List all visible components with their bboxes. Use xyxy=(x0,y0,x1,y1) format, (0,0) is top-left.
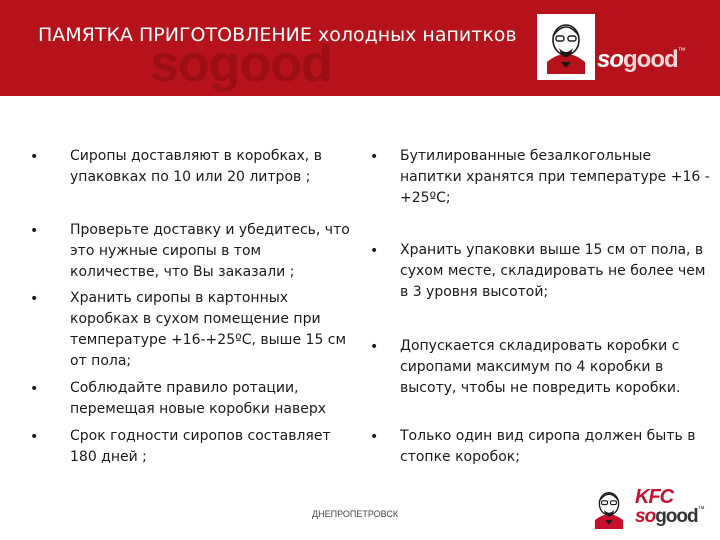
list-item-text: Соблюдайте правило ротации, перемещая новые коробки наверх xyxy=(70,380,327,417)
bullet-icon: • xyxy=(30,149,39,165)
bullet-icon: • xyxy=(30,381,39,397)
list-item-text: Допускается складировать коробки с сиропами максимум по 4 коробки в высоту, чтобы не повредить коробки. xyxy=(400,338,681,396)
page-title: ПАМЯТКА ПРИГОТОВЛЕНИЕ холодных напитков xyxy=(38,24,517,46)
sogood-wordmark: sogood™ xyxy=(635,506,704,527)
sogood-watermark: sogood xyxy=(150,35,332,93)
list-item-text: Хранить сиропы в картонных коробках в сухом помещение при температуре +16-+25ºС, выше 15 см от пола; xyxy=(70,290,347,369)
bullet-icon: • xyxy=(370,149,379,165)
list-item-text: Проверьте доставку и убедитесь, что это нужные сиропы в том количестве, что Вы заказали ; xyxy=(70,222,350,280)
bullet-icon: • xyxy=(370,429,379,445)
colonel-portrait-icon xyxy=(537,14,595,80)
kfc-sogood-logo xyxy=(537,14,695,82)
header-banner xyxy=(0,0,720,96)
city-label: ДНЕПРОПЕТРОВСК xyxy=(312,509,399,519)
bullet-icon: • xyxy=(370,339,379,355)
bullet-icon: • xyxy=(30,291,39,307)
list-item-text: Только один вид сиропа должен быть в стопке коробок; xyxy=(400,428,696,465)
list-item-text: Срок годности сиропов составляет 180 дней ; xyxy=(70,428,331,465)
bullet-icon: • xyxy=(30,223,39,239)
bullet-icon: • xyxy=(30,429,39,445)
kfc-wordmark: KFC xyxy=(635,486,674,508)
list-item-text: Бутилированные безалкогольные напитки хранятся при температуре +16 - +25ºС; xyxy=(400,148,710,206)
sogood-wordmark: sogood™ xyxy=(597,46,685,73)
list-item-text: Хранить упаковки выше 15 см от пола, в сухом месте, складировать не более чем в 3 уровня высотой; xyxy=(400,242,706,300)
colonel-portrait-icon xyxy=(588,486,630,532)
bullet-icon: • xyxy=(370,243,379,259)
footer-kfc-logo xyxy=(588,484,714,536)
list-item-text: Сиропы доставляют в коробках, в упаковках по 10 или 20 литров ; xyxy=(70,148,322,185)
